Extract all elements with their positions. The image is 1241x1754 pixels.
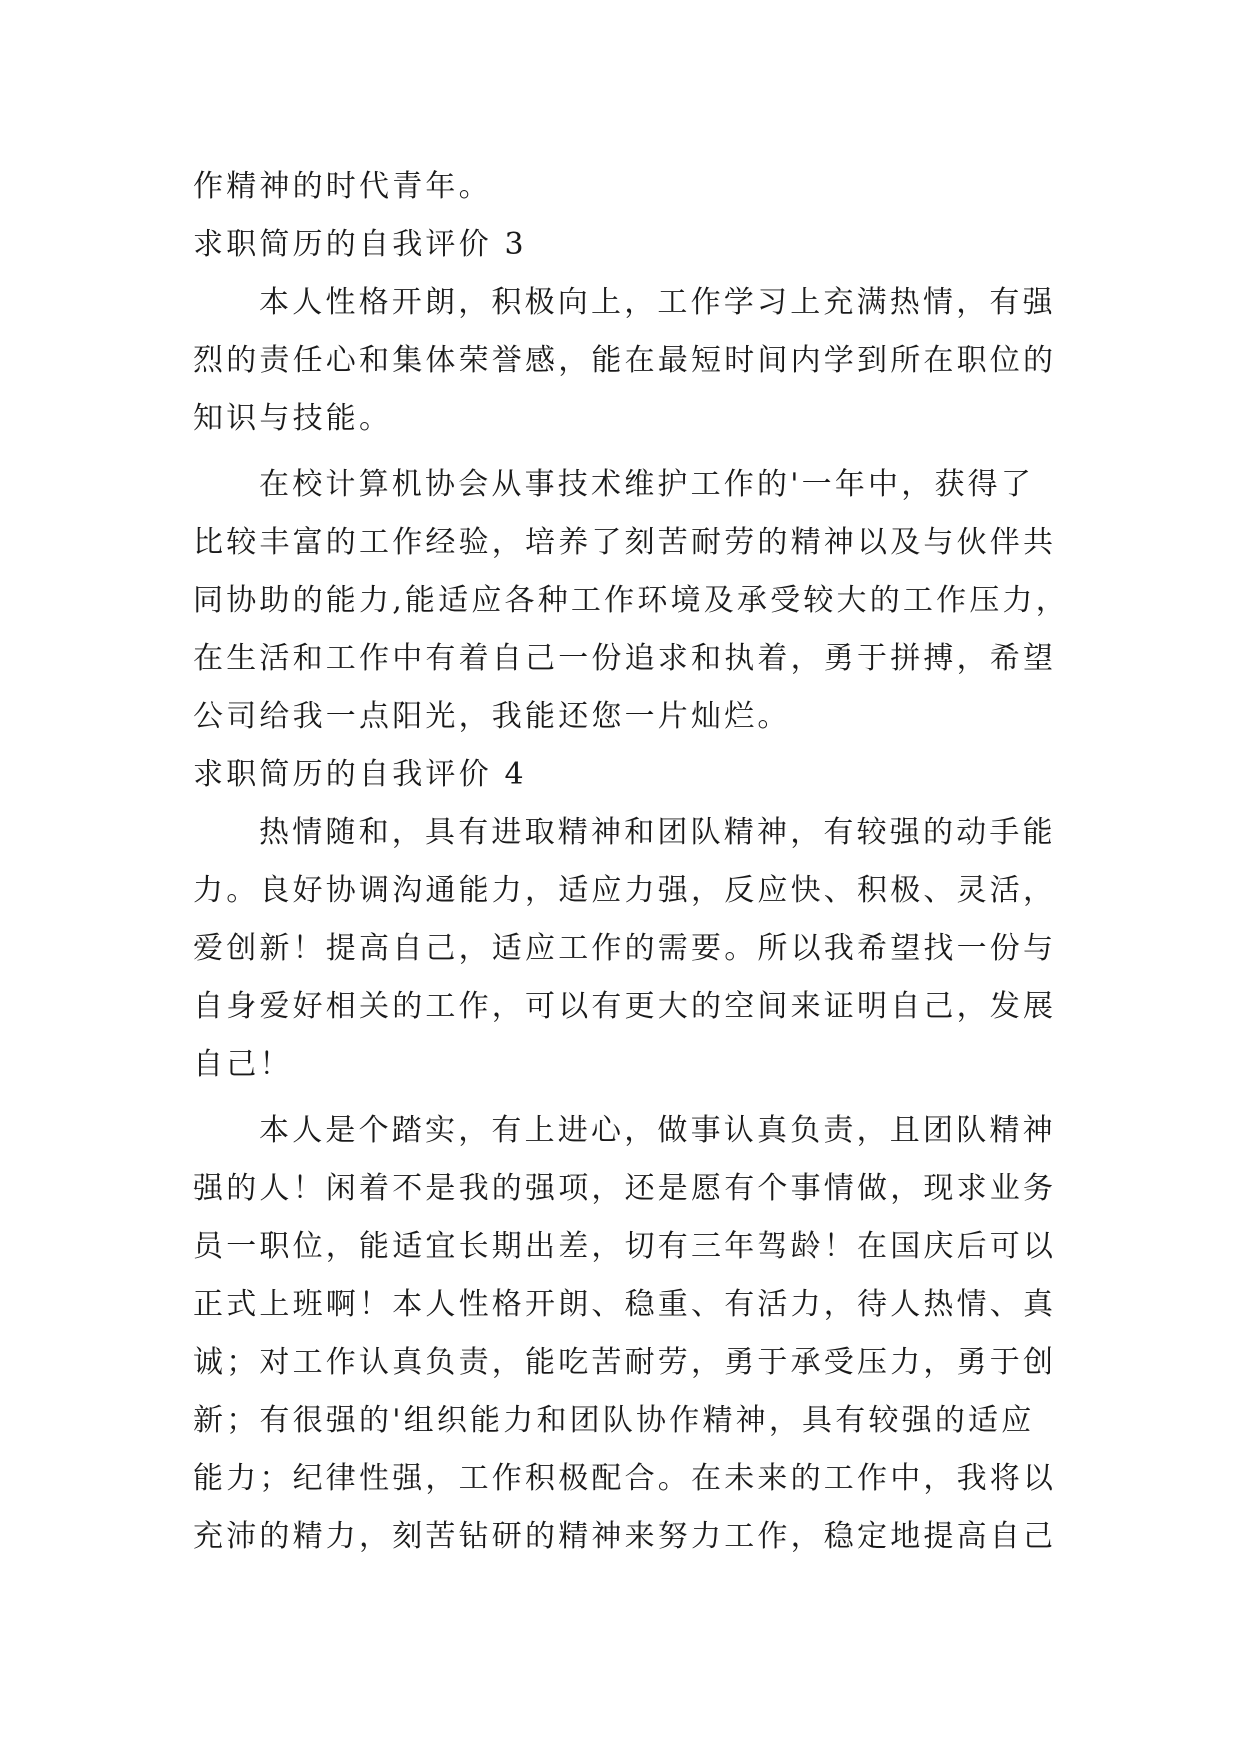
paragraph-line: 新；有很强的'组织能力和团队协作精神，具有较强的适应 <box>193 1403 1035 1438</box>
section-3-title: 求职简历的自我评价 3 <box>193 227 527 262</box>
paragraph-line: 爱创新！提高自己，适应工作的需要。所以我希望找一份与 <box>193 931 1057 966</box>
paragraph-line: 本人是个踏实，有上进心，做事认真负责，且团队精神 <box>259 1113 1056 1148</box>
paragraph-line: 烈的责任心和集体荣誉感，能在最短时间内学到所在职位的 <box>193 343 1057 378</box>
paragraph-line: 能力；纪律性强，工作积极配合。在未来的工作中，我将以 <box>193 1461 1057 1496</box>
paragraph-line: 力。良好协调沟通能力，适应力强，反应快、积极、灵活， <box>193 873 1057 908</box>
paragraph-line: 本人性格开朗，积极向上，工作学习上充满热情，有强 <box>259 285 1056 320</box>
section-3-paragraph-1 <box>193 274 1057 448</box>
intro-line: 作精神的时代青年。 <box>193 169 492 204</box>
paragraph-line: 比较丰富的工作经验，培养了刻苦耐劳的精神以及与伙伴共 <box>193 525 1057 560</box>
paragraph-line: 热情随和，具有进取精神和团队精神，有较强的动手能 <box>259 815 1056 850</box>
paragraph-line: 自身爱好相关的工作，可以有更大的空间来证明自己，发展 <box>193 989 1057 1024</box>
paragraph-line: 诚；对工作认真负责，能吃苦耐劳，勇于承受压力，勇于创 <box>193 1345 1057 1380</box>
section-4-paragraph-1 <box>193 804 1057 1094</box>
document-body <box>193 158 1069 1566</box>
paragraph-line: 强的人！闲着不是我的强项，还是愿有个事情做，现求业务 <box>193 1171 1057 1206</box>
paragraph-line: 同协助的能力,能适应各种工作环境及承受较大的工作压力， <box>193 583 1069 618</box>
paragraph-line: 在生活和工作中有着自己一份追求和执着，勇于拼搏，希望 <box>193 641 1057 676</box>
paragraph-gap <box>193 1094 1053 1102</box>
section-4-paragraph-2 <box>193 1102 1057 1566</box>
section-3-paragraph-2 <box>193 456 1069 746</box>
paragraph-gap <box>193 448 1053 456</box>
paragraph-line: 知识与技能。 <box>193 401 393 436</box>
paragraph-line: 公司给我一点阳光，我能还您一片灿烂。 <box>193 699 791 734</box>
paragraph-line: 正式上班啊！本人性格开朗、稳重、有活力，待人热情、真 <box>193 1287 1057 1322</box>
paragraph-line: 在校计算机协会从事技术维护工作的'一年中，获得了 <box>259 467 1035 502</box>
paragraph-line: 自己！ <box>193 1047 293 1082</box>
section-4-title: 求职简历的自我评价 4 <box>193 757 527 792</box>
paragraph-line: 员一职位，能适宜长期出差，切有三年驾龄！在国庆后可以 <box>193 1229 1057 1264</box>
paragraph-line: 充沛的精力，刻苦钻研的精神来努力工作，稳定地提高自己 <box>193 1519 1057 1554</box>
